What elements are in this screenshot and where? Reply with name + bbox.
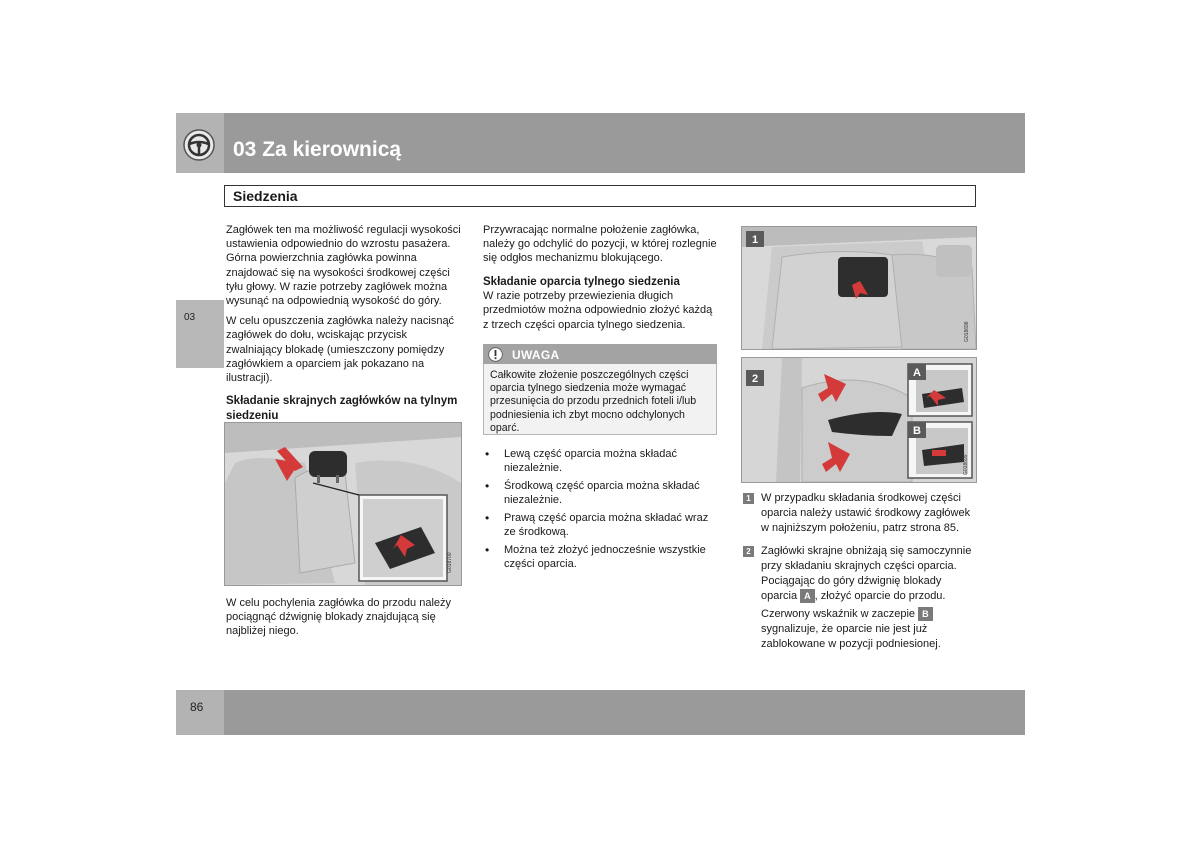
paragraph: W celu opuszczenia zagłówka należy nacisnąć zagłówek do dołu, wciskając przycisk zwalniający blokadę (umieszczony pomiędzy zagłówkiem a oparciem jak pokazano na ilustracji). (226, 315, 455, 385)
seat-figure-2 (741, 357, 977, 483)
col2-text (483, 223, 719, 332)
numbered-item (741, 491, 977, 536)
list-item: • Prawą część oparcia można składać wraz ze środkową. (483, 511, 719, 539)
list-item: • Środkową część oparcia można składać niezależnie. (483, 479, 719, 507)
col1-caption (226, 596, 462, 639)
page-number: 86 (190, 700, 204, 714)
paragraph: Przywracając normalne położenie zagłówka, należy go odchylić do pozycji, w której rozlegnie się odgłos mechanizmu blokującego. (483, 224, 717, 265)
chapter-title: 03 Za kierownicą (233, 138, 402, 161)
steering-wheel-icon (183, 129, 215, 161)
numbered-list (741, 491, 977, 652)
footer-bar (224, 690, 1025, 735)
col1-text (226, 223, 462, 425)
reference-badge: B (918, 607, 933, 621)
numbered-item (741, 544, 977, 652)
figure-code: G018698 (964, 321, 970, 342)
paragraph: W razie potrzeby przewiezienia długich przedmiotów można odpowiednio złożyć każdą z trzech części oparcia tylnego siedzenia. (483, 290, 713, 331)
paragraph: Zagłówek ten ma możliwość regulacji wysokości ustawienia odpowiednio do wzrostu pasażera. Górna powierzchnia zagłówka powinna znajdować się na wysokości środkowej części tyłu głowy. W razie potrzeby zagłówek można wysunąć na odpowiednią wysokość do góry. (226, 224, 461, 308)
reference-badge: A (800, 589, 815, 603)
bullet-list-container (483, 447, 719, 575)
section-box (224, 185, 976, 207)
list-item: • Lewą część oparcia można składać niezależnie. (483, 447, 719, 475)
item-text: Czerwony wskaźnik w zaczepie (761, 608, 916, 620)
warning-icon (488, 347, 503, 362)
item-text: sygnalizuje, że oparcie nie jest już zablokowane w pozycji podniesionej. (761, 623, 941, 650)
figure-code: G018700 (447, 552, 453, 573)
note-title: UWAGA (512, 348, 560, 362)
list-item: • Można też złożyć jednocześnie wszystkie części oparcia. (483, 543, 719, 571)
item-text: Zagłówki skrajne obniżają się samoczynnie przy składaniu skrajnych części oparcia. Pociągając do góry dźwignię blokady oparcia (761, 545, 972, 602)
inset-label: A (913, 367, 921, 379)
paragraph: W celu pochylenia zagłówka do przodu należy pociągnąć dźwignię blokady znajdującą się najbliżej niego. (226, 597, 452, 638)
headrest-figure (224, 422, 462, 586)
figure-code: G018699 (963, 454, 969, 475)
side-tab-label: 03 (184, 312, 196, 323)
item-text: W przypadku składania środkowej części oparcia należy ustawić środkowy zagłówek w najniższym położeniu, patrz strona 85. (761, 492, 971, 534)
bullet-list (483, 447, 719, 571)
item-number: 2 (743, 546, 754, 557)
figure-label: 2 (751, 373, 759, 385)
side-tab (176, 300, 224, 368)
section-title: Siedzenia (233, 188, 298, 204)
section-heading: Składanie skrajnych zagłówków na tylnym siedzeniu (226, 394, 462, 425)
figure-label: 1 (751, 234, 759, 246)
seat-figure-1 (741, 226, 977, 350)
inset-label: B (913, 425, 921, 437)
note-text: Całkowite złożenie poszczególnych części oparcia tylnego siedzenia może wymagać przesunięcia do przodu przednich foteli i/lub podniesienia ich zbyt mocno odchylonych oparć. (490, 369, 697, 434)
item-text: , złożyć oparcie do przodu. (814, 590, 946, 602)
item-number: 1 (743, 493, 754, 504)
section-heading: Składanie oparcia tylnego siedzenia (483, 275, 680, 288)
